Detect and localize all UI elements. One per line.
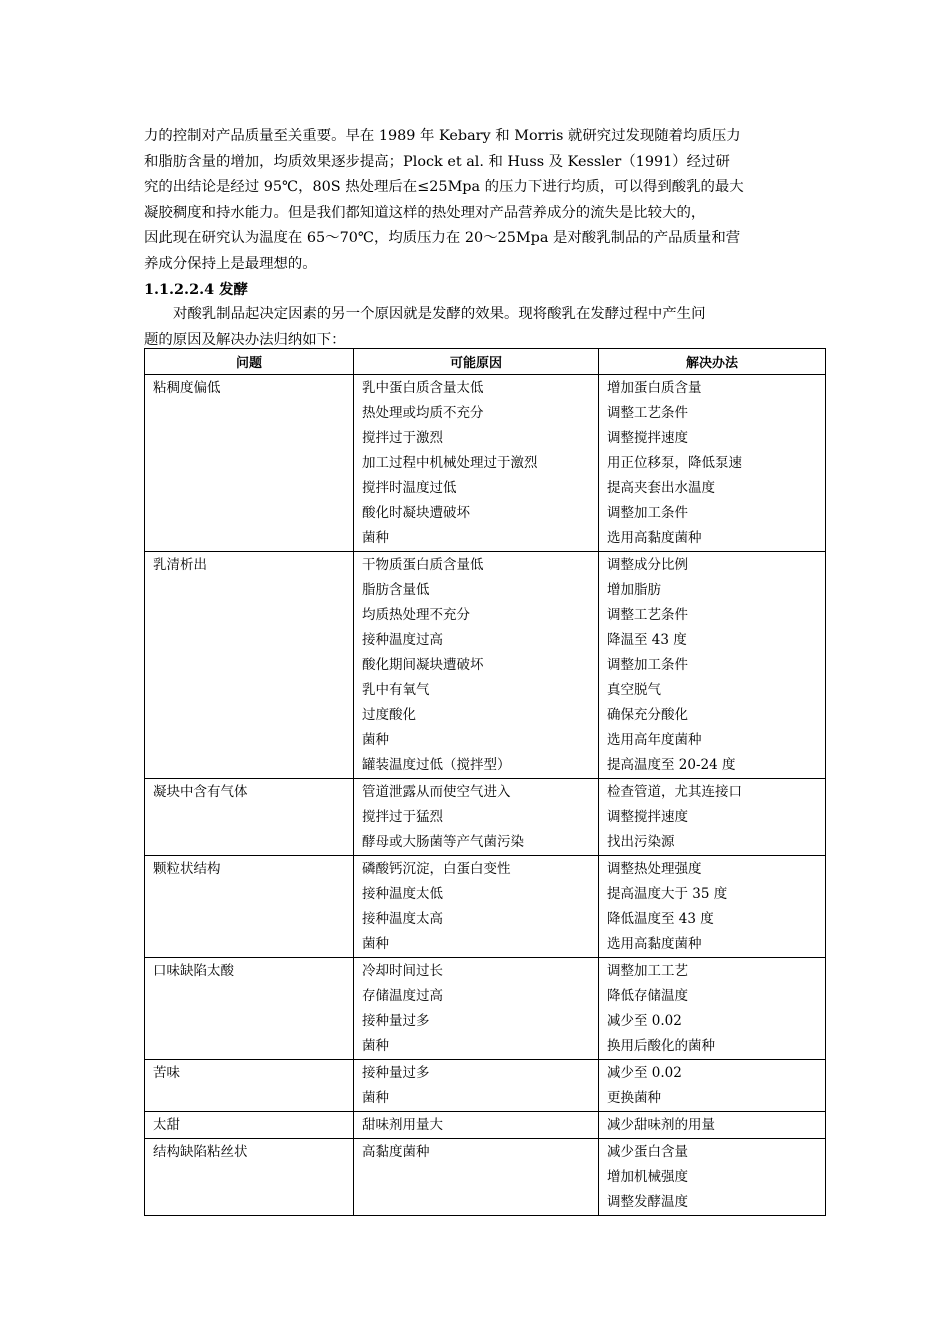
- cause-item: 甜味剂用量大: [362, 1117, 443, 1133]
- cause-item: 菌种: [362, 530, 389, 546]
- cause-item: 均质热处理不充分: [362, 607, 470, 623]
- solution-item: 减少甜味剂的用量: [607, 1117, 715, 1133]
- table-header-row: [145, 349, 826, 375]
- sub-problem-label: 太酸: [207, 963, 234, 979]
- table-row: [145, 779, 826, 856]
- solution-item: 确保充分酸化: [607, 707, 688, 723]
- cause-item: 酵母或大肠菌等产气菌污染: [362, 834, 524, 850]
- solution-item: 调整热处理强度: [607, 861, 702, 877]
- solution-item: 提高温度大于 35 度: [607, 886, 728, 902]
- problem-label: 结构缺陷: [153, 1144, 207, 1160]
- cause-item: 搅拌过于激烈: [362, 430, 443, 446]
- problem-label: 凝块中含有气体: [153, 784, 248, 800]
- desc-line: 对酸乳制品起决定因素的另一个原因就是发酵的效果。现将酸乳在发酵过程中产生问: [173, 306, 706, 322]
- sub-problem-label: 苦味: [153, 1065, 180, 1081]
- cause-item: 乳中蛋白质含量太低: [362, 380, 484, 396]
- cause-item: 搅拌过于猛烈: [362, 809, 443, 825]
- cause-item: 接种温度太低: [362, 886, 443, 902]
- problem-label: 乳清析出: [153, 557, 207, 573]
- cause-item: 干物质蛋白质含量低: [362, 557, 484, 573]
- solution-item: 真空脱气: [607, 682, 661, 698]
- table-row: [145, 1139, 826, 1216]
- table-row: [145, 375, 826, 552]
- cause-item: 存储温度过高: [362, 988, 443, 1004]
- cause-cell: [354, 552, 599, 779]
- solution-item: 选用高黏度菌种: [607, 936, 702, 952]
- cause-cell: [354, 958, 599, 1060]
- problem-cell: [145, 779, 354, 856]
- solution-cell: [599, 1139, 826, 1216]
- solution-item: 调整工艺条件: [607, 405, 688, 421]
- solution-item: 调整工艺条件: [607, 607, 688, 623]
- section-heading: 1.1.2.2.4 发酵: [144, 281, 248, 298]
- cause-item: 热处理或均质不充分: [362, 405, 484, 421]
- table-row: [145, 1112, 826, 1139]
- cause-item: 接种量过多: [362, 1013, 430, 1029]
- cause-item: 脂肪含量低: [362, 582, 430, 598]
- cause-item: 冷却时间过长: [362, 963, 443, 979]
- solution-cell: [599, 552, 826, 779]
- cause-cell: [354, 856, 599, 958]
- problem-cell: [145, 856, 354, 958]
- solution-item: 调整发酵温度: [607, 1194, 688, 1210]
- solution-item: 增加脂肪: [607, 582, 661, 598]
- cause-item: 管道泄露从而使空气进入: [362, 784, 511, 800]
- solution-item: 提高温度至 20-24 度: [607, 757, 736, 773]
- intro-line: 和脂肪含量的增加，均质效果逐步提高；Plock et al. 和 Huss 及 Kessler（1991）经过研: [144, 153, 730, 170]
- cause-cell: [354, 779, 599, 856]
- solution-item: 找出污染源: [607, 834, 675, 850]
- solution-item: 调整成分比例: [607, 557, 688, 573]
- header-solution: 解决办法: [599, 349, 826, 375]
- solution-item: 减少至 0.02: [607, 1013, 682, 1029]
- solution-cell: [599, 1112, 826, 1139]
- header-cause: 可能原因: [354, 349, 599, 375]
- cause-item: 罐装温度过低（搅拌型）: [362, 757, 511, 773]
- solution-item: 选用高年度菌种: [607, 732, 702, 748]
- cause-item: 过度酸化: [362, 707, 416, 723]
- solution-item: 调整加工条件: [607, 657, 688, 673]
- solution-item: 调整加工工艺: [607, 963, 688, 979]
- intro-paragraph: [144, 124, 826, 277]
- intro-line: 因此现在研究认为温度在 65～70℃，均质压力在 20～25Mpa 是对酸乳制品的产品质量和营: [144, 230, 741, 246]
- intro-line: 养成分保持上是最理想的。: [144, 255, 317, 272]
- cause-item: 菌种: [362, 936, 389, 952]
- problem-cell: [145, 1060, 354, 1112]
- cause-cell: [354, 1139, 599, 1216]
- solution-item: 用正位移泵，降低泵速: [607, 455, 742, 471]
- solution-item: 减少蛋白含量: [607, 1144, 688, 1160]
- cause-item: 接种温度太高: [362, 911, 443, 927]
- document-page: [144, 124, 826, 353]
- solution-cell: [599, 375, 826, 552]
- table-row: [145, 552, 826, 779]
- cause-item: 搅拌时温度过低: [362, 480, 457, 496]
- solution-item: 更换菌种: [607, 1090, 661, 1106]
- problem-cell: [145, 1139, 354, 1216]
- problem-cell: [145, 958, 354, 1060]
- solution-item: 选用高黏度菌种: [607, 530, 702, 546]
- solution-cell: [599, 779, 826, 856]
- intro-line: 力的控制对产品质量至关重要。早在 1989 年 Kebary 和 Morris 就研究过发现随着均质压力: [144, 128, 741, 144]
- cause-item: 接种量过多: [362, 1065, 430, 1081]
- solution-item: 调整搅拌速度: [607, 430, 688, 446]
- cause-item: 磷酸钙沉淀，白蛋白变性: [362, 861, 511, 877]
- solution-item: 降温至 43 度: [607, 632, 687, 648]
- solution-item: 提高夹套出水温度: [607, 480, 715, 496]
- intro-line: 凝胶稠度和持水能力。但是我们都知道这样的热处理对产品营养成分的流失是比较大的，: [144, 204, 706, 221]
- solution-item: 调整加工条件: [607, 505, 688, 521]
- solution-cell: [599, 1060, 826, 1112]
- sub-problem-label: 太甜: [153, 1117, 180, 1133]
- cause-item: 菌种: [362, 732, 389, 748]
- solution-item: 检查管道，尤其连接口: [607, 784, 742, 800]
- table-row: [145, 856, 826, 958]
- cause-item: 接种温度过高: [362, 632, 443, 648]
- solution-item: 增加蛋白质含量: [607, 380, 702, 396]
- cause-item: 菌种: [362, 1090, 389, 1106]
- problem-label: 口味缺陷: [153, 963, 207, 979]
- problem-cell: [145, 1112, 354, 1139]
- cause-cell: [354, 1112, 599, 1139]
- desc-line: 题的原因及解决办法归纳如下：: [144, 331, 346, 348]
- fermentation-problems-table: [144, 348, 826, 1216]
- solution-cell: [599, 958, 826, 1060]
- cause-cell: [354, 375, 599, 552]
- solution-item: 降低温度至 43 度: [607, 911, 714, 927]
- cause-item: 加工过程中机械处理过于激烈: [362, 455, 538, 471]
- table-row: [145, 958, 826, 1060]
- table-row: [145, 1060, 826, 1112]
- cause-item: 菌种: [362, 1038, 389, 1054]
- description-paragraph: [144, 302, 826, 353]
- cause-item: 酸化期间凝块遭破坏: [362, 657, 484, 673]
- solution-item: 换用后酸化的菌种: [607, 1038, 715, 1054]
- problem-cell: [145, 375, 354, 552]
- sub-problem-label: 粘丝状: [207, 1144, 248, 1160]
- solution-item: 调整搅拌速度: [607, 809, 688, 825]
- problem-label: 粘稠度偏低: [153, 380, 221, 396]
- cause-item: 酸化时凝块遭破坏: [362, 505, 470, 521]
- intro-line: 究的出结论是经过 95℃，80S 热处理后在≤25Mpa 的压力下进行均质，可以得到酸乳的最大: [144, 179, 744, 195]
- cause-item: 乳中有氧气: [362, 682, 430, 698]
- problem-label: 颗粒状结构: [153, 861, 221, 877]
- solution-item: 减少至 0.02: [607, 1065, 682, 1081]
- header-problem: 问题: [145, 349, 354, 375]
- cause-item: 高黏度菌种: [362, 1144, 430, 1160]
- solution-item: 降低存储温度: [607, 988, 688, 1004]
- solution-cell: [599, 856, 826, 958]
- problem-cell: [145, 552, 354, 779]
- solution-item: 增加机械强度: [607, 1169, 688, 1185]
- cause-cell: [354, 1060, 599, 1112]
